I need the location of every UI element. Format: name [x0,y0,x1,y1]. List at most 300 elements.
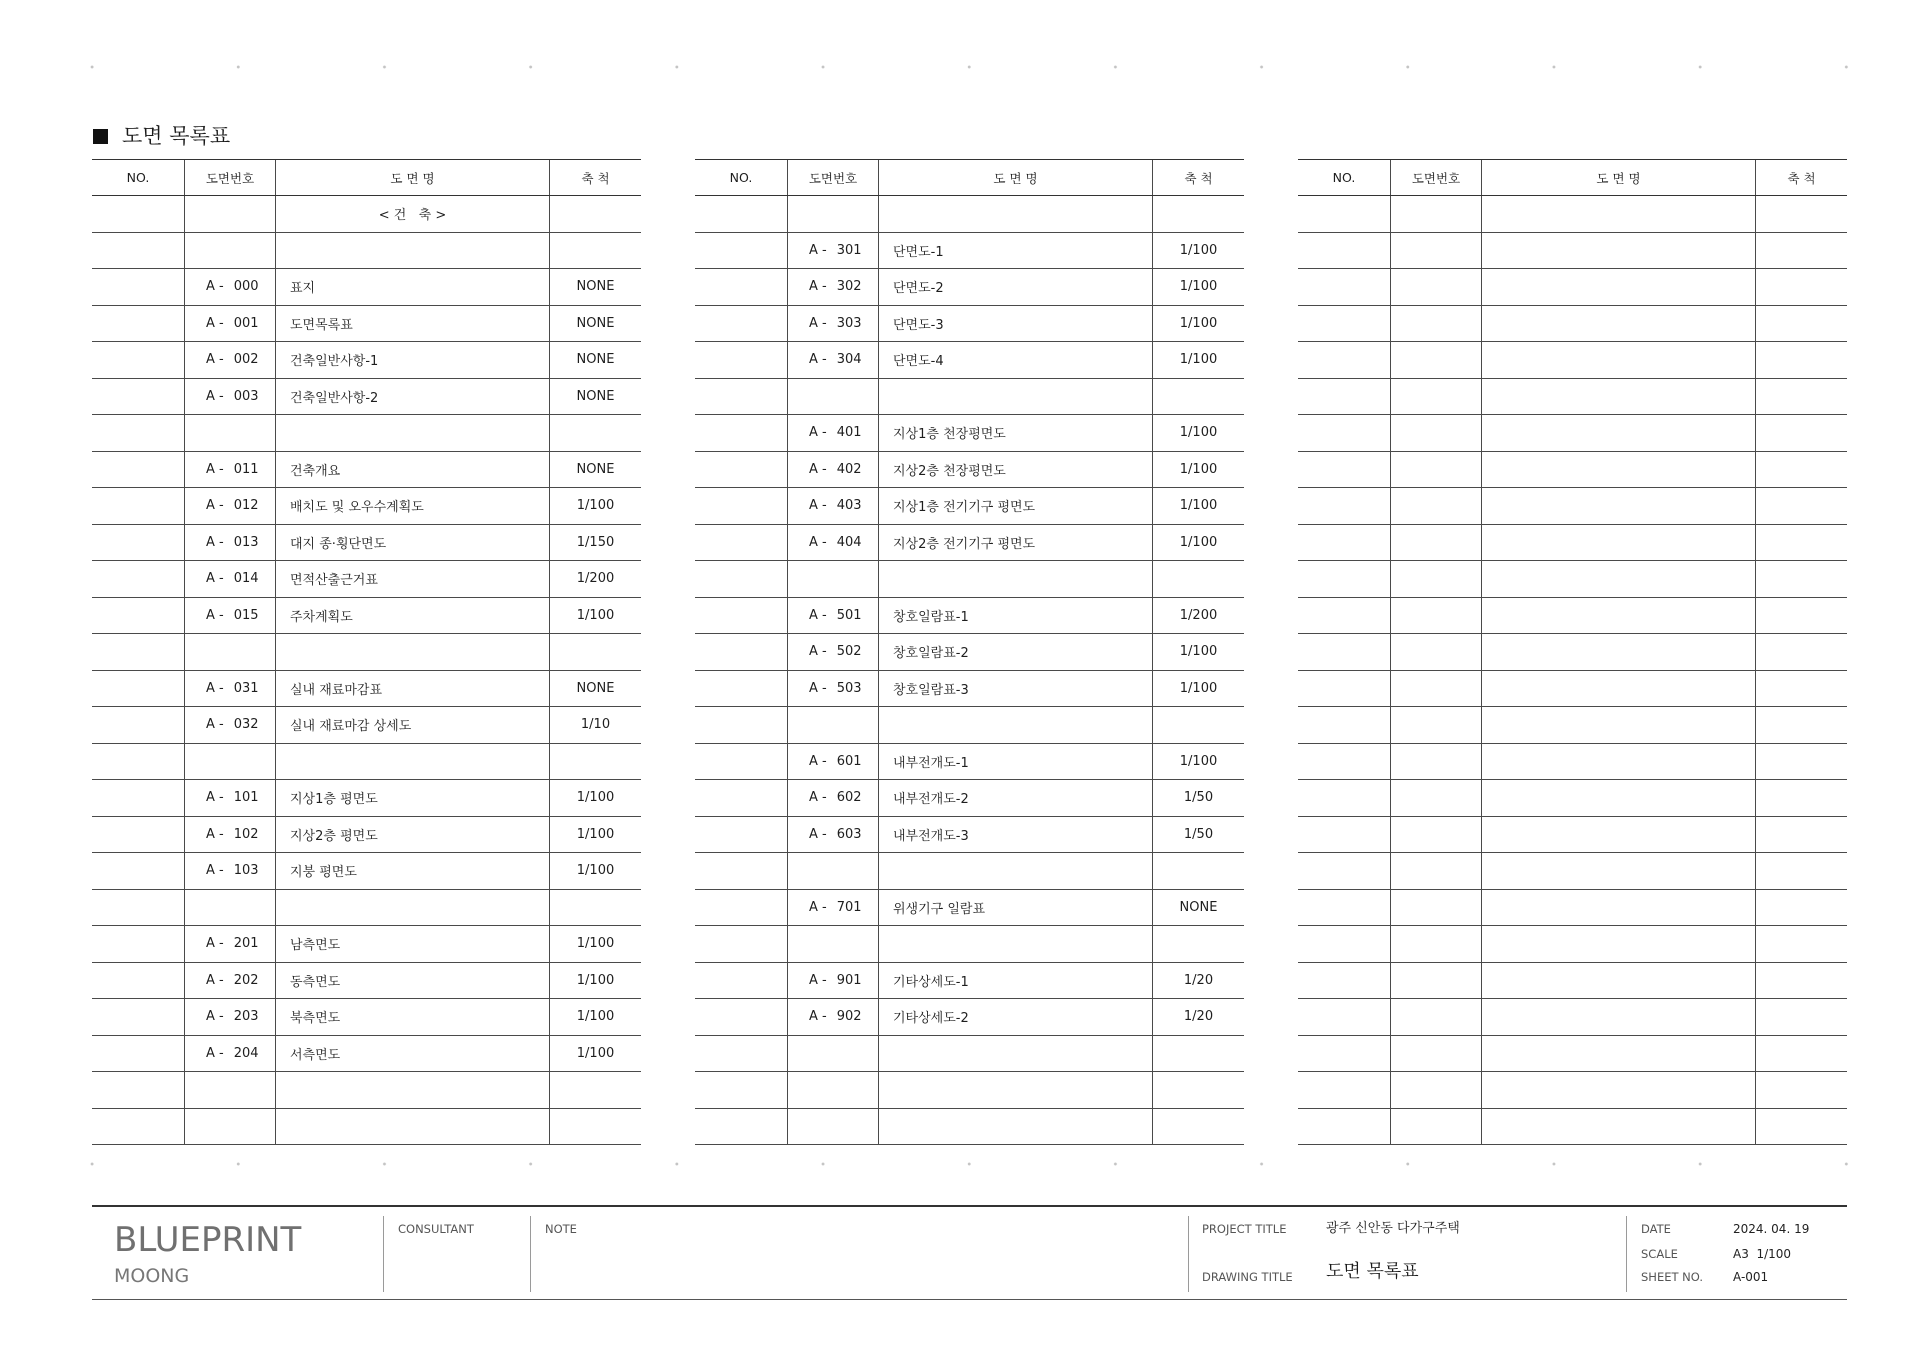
table-cell-no [695,926,787,962]
table-cell-code [787,1036,878,1072]
table-cell-name [878,1072,1152,1108]
table-row [695,853,1244,890]
table-cell-name: 대지 종·횡단면도 [275,525,549,561]
drawing-code-number: 013 [233,534,259,550]
table-cell-scale: 1/100 [1152,744,1244,780]
table-cell-no [1298,415,1390,451]
drawing-code-prefix: A - [206,498,224,514]
table-cell-no [92,561,184,597]
table-cell-no [695,306,787,342]
table-row [695,671,1244,708]
table-cell-name [1481,415,1755,451]
table-row [92,379,641,416]
scale-label: SCALE [1641,1247,1678,1261]
table-row [1298,634,1847,671]
table-cell-scale [1755,269,1847,305]
table-row [1298,525,1847,562]
table-cell-no [92,598,184,634]
drawing-code-prefix: A - [206,972,224,988]
drawing-code-number: 901 [836,972,862,988]
table-cell-scale: 1/100 [549,999,641,1035]
table-row [1298,744,1847,781]
table-cell-scale [1755,379,1847,415]
table-cell-no [1298,342,1390,378]
table-header-no: NO. [1332,170,1356,185]
drawing-code-number: 601 [836,753,862,769]
note-label: NOTE [545,1222,577,1236]
drawing-code-prefix: A - [809,534,827,550]
table-cell-name [275,1109,549,1145]
drawing-code-number: 602 [836,790,862,806]
table-cell-no [695,342,787,378]
table-cell-name [1481,598,1755,634]
table-row [695,233,1244,270]
table-cell-code [184,1072,275,1108]
table-cell-code [787,342,878,378]
drawing-code-prefix: A - [809,607,827,623]
table-cell-no [695,817,787,853]
table-cell-code [184,488,275,524]
table-cell-scale: 1/100 [1152,415,1244,451]
table-cell-scale [1755,452,1847,488]
table-cell-code [787,306,878,342]
drawing-code-number: 404 [836,534,862,550]
table-cell-code [787,707,878,743]
drawing-list-table-3 [1298,159,1847,1145]
table-row [695,780,1244,817]
table-cell-scale: NONE [549,671,641,707]
table-cell-name [1481,963,1755,999]
table-cell-no [695,233,787,269]
table-row [92,598,641,635]
table-cell-code [1390,707,1481,743]
table-cell-scale: 1/100 [1152,233,1244,269]
table-cell-no [695,671,787,707]
table-cell-code [787,890,878,926]
drawing-code-prefix: A - [206,1045,224,1061]
table-cell-no [1298,999,1390,1035]
drawing-code-number: 403 [836,498,862,514]
table-cell-scale [549,196,641,232]
table-header-no: NO. [729,170,753,185]
table-cell-scale: 1/10 [549,707,641,743]
table-cell-code [787,196,878,232]
table-cell-scale [549,1109,641,1145]
table-row [92,707,641,744]
table-row [92,890,641,927]
drawing-code-prefix: A - [809,644,827,660]
drawing-code-number: 201 [233,936,259,952]
drawing-code-number: 304 [836,352,862,368]
table-cell-code [1390,926,1481,962]
table-cell-scale [1755,342,1847,378]
table-cell-name: 지상2층 전기기구 평면도 [878,525,1152,561]
table-row [1298,1036,1847,1073]
table-cell-no [695,196,787,232]
drawing-code-prefix: A - [809,680,827,696]
drawing-title-value: 도면 목록표 [1326,1261,1419,1282]
table-cell-code [184,853,275,889]
drawing-code-prefix: A - [206,571,224,587]
table-cell-no [92,306,184,342]
table-cell-code [787,926,878,962]
table-header-name: 도 면 명 [878,160,1152,195]
table-cell-no [92,488,184,524]
drawing-code-prefix: A - [206,863,224,879]
table-cell-code [787,817,878,853]
table-cell-code [1390,306,1481,342]
table-header-code: 도면번호 [787,160,878,195]
drawing-code-number: 001 [233,315,259,331]
table-cell-scale [1755,999,1847,1035]
title-block-bottom-rule [92,1299,1847,1300]
table-cell-scale: 1/20 [1152,963,1244,999]
table-cell-name [1481,233,1755,269]
table-cell-code [787,634,878,670]
table-cell-name: 기타상세도-1 [878,963,1152,999]
table-row [92,525,641,562]
table-cell-code [1390,233,1481,269]
table-cell-scale: 1/100 [1152,525,1244,561]
table-cell-code [184,598,275,634]
table-cell-name: 건축개요 [275,452,549,488]
table-cell-no [1298,379,1390,415]
table-cell-no [1298,306,1390,342]
table-row [92,1109,641,1146]
table-cell-code [184,415,275,451]
drawing-code-prefix: A - [809,972,827,988]
table-cell-no [92,671,184,707]
table-cell-code [1390,415,1481,451]
table-cell-code [787,488,878,524]
table-cell-code [184,634,275,670]
table-cell-scale: 1/100 [1152,306,1244,342]
drawing-code-number: 203 [233,1009,259,1025]
table-cell-no [92,1072,184,1108]
table-cell-name: 내부전개도-3 [878,817,1152,853]
table-row [1298,890,1847,927]
drawing-code-prefix: A - [206,607,224,623]
table-cell-scale: NONE [549,379,641,415]
table-cell-name [878,561,1152,597]
table-cell-code [1390,488,1481,524]
table-cell-name [1481,452,1755,488]
table-cell-code [1390,634,1481,670]
table-cell-name: 지상2층 평면도 [275,817,549,853]
drawing-code-number: 603 [836,826,862,842]
drawing-code-number: 014 [233,571,259,587]
table-cell-scale: 1/100 [549,780,641,816]
table-cell-no [695,561,787,597]
table-cell-scale [549,1072,641,1108]
table-row [1298,196,1847,233]
table-cell-name [275,634,549,670]
table-cell-name [1481,926,1755,962]
table-row [1298,452,1847,489]
table-cell-scale [1755,233,1847,269]
drawing-code-prefix: A - [809,1009,827,1025]
table-cell-no [1298,561,1390,597]
table-cell-code [1390,1072,1481,1108]
table-row [92,926,641,963]
table-cell-no [1298,671,1390,707]
drawing-code-number: 011 [233,461,259,477]
table-cell-scale [1152,926,1244,962]
table-row [1298,780,1847,817]
table-cell-code [787,233,878,269]
table-cell-scale [1755,196,1847,232]
drawing-code-number: 402 [836,461,862,477]
table-row [1298,379,1847,416]
drawing-code-prefix: A - [809,753,827,769]
table-row [92,306,641,343]
table-cell-name [1481,780,1755,816]
drawing-title-label: DRAWING TITLE [1202,1270,1293,1284]
table-cell-code [1390,196,1481,232]
table-cell-scale [549,415,641,451]
table-cell-no [92,853,184,889]
table-cell-scale: NONE [1152,890,1244,926]
drawing-code-number: 031 [233,680,259,696]
table-cell-no [695,853,787,889]
grid-mark-row-bottom [19,1162,1920,1166]
table-cell-code [787,1109,878,1145]
table-cell-scale [1755,853,1847,889]
table-row [1298,598,1847,635]
table-cell-name [275,233,549,269]
table-row [92,1072,641,1109]
table-cell-scale [549,744,641,780]
drawing-code-number: 204 [233,1045,259,1061]
table-cell-code [1390,744,1481,780]
table-row [1298,999,1847,1036]
table-cell-name [275,415,549,451]
drawing-code-prefix: A - [206,279,224,295]
table-cell-name [275,744,549,780]
table-row [1298,269,1847,306]
table-cell-name: 지상1층 천장평면도 [878,415,1152,451]
drawing-code-number: 302 [836,279,862,295]
table-cell-no [1298,452,1390,488]
table-cell-code [184,1036,275,1072]
table-row [695,306,1244,343]
table-cell-name: 배치도 및 오우수계획도 [275,488,549,524]
table-cell-no [1298,890,1390,926]
table-cell-code [787,598,878,634]
table-cell-name [878,707,1152,743]
drawing-code-prefix: A - [206,826,224,842]
table-cell-name: 내부전개도-1 [878,744,1152,780]
table-cell-scale [1755,780,1847,816]
table-cell-no [92,379,184,415]
table-cell-name: 내부전개도-2 [878,780,1152,816]
table-cell-no [1298,707,1390,743]
date-value: 2024. 04. 19 [1733,1222,1810,1236]
table-cell-no [92,1036,184,1072]
table-cell-no [1298,817,1390,853]
table-cell-name: 표지 [275,269,549,305]
table-cell-no [695,1109,787,1145]
table-row [695,598,1244,635]
table-cell-scale [1152,1109,1244,1145]
table-cell-code [1390,853,1481,889]
table-cell-scale [1755,817,1847,853]
table-row [1298,1072,1847,1109]
drawing-code-prefix: A - [809,279,827,295]
table-row [1298,306,1847,343]
table-cell-code [184,817,275,853]
table-cell-name [1481,890,1755,926]
table-cell-scale [549,233,641,269]
table-cell-scale [1755,598,1847,634]
table-cell-scale [1755,634,1847,670]
table-header-scale: 축 척 [1152,160,1244,195]
table-header-scale: 축 척 [549,160,641,195]
table-cell-scale [1755,1036,1847,1072]
table-cell-code [184,707,275,743]
table-cell-scale [1152,853,1244,889]
drawing-code-prefix: A - [809,425,827,441]
table-cell-scale [1152,707,1244,743]
drawing-code-prefix: A - [206,936,224,952]
table-cell-name: 단면도-2 [878,269,1152,305]
table-cell-name [1481,525,1755,561]
table-row [695,634,1244,671]
table-cell-no [1298,926,1390,962]
table-cell-no [695,634,787,670]
table-cell-no [695,707,787,743]
table-cell-scale [1152,1036,1244,1072]
table-row [92,452,641,489]
table-cell-code [184,196,275,232]
table-cell-name: 지붕 평면도 [275,853,549,889]
sheet-heading [93,123,230,149]
table-cell-no [1298,196,1390,232]
table-header-code: 도면번호 [184,160,275,195]
table-cell-code [184,269,275,305]
table-cell-scale: NONE [549,269,641,305]
table-cell-code [787,671,878,707]
project-title-value: 광주 신안동 다가구주택 [1326,1221,1460,1236]
table-cell-name [1481,379,1755,415]
table-cell-name [878,1109,1152,1145]
table-cell-scale: 1/100 [1152,634,1244,670]
table-row [92,561,641,598]
scale-value: A3 1/100 [1733,1247,1792,1261]
table-cell-scale: 1/100 [1152,342,1244,378]
table-cell-code [787,452,878,488]
drawing-code-prefix: A - [809,315,827,331]
table-row [695,525,1244,562]
table-row [1298,817,1847,854]
drawing-code-prefix: A - [809,498,827,514]
table-cell-code [184,780,275,816]
drawing-code-number: 000 [233,279,259,295]
table-cell-code [1390,963,1481,999]
table-row [92,269,641,306]
table-row [695,744,1244,781]
table-row [1298,342,1847,379]
table-row [695,926,1244,963]
table-cell-scale [1755,1072,1847,1108]
table-cell-name: 실내 재료마감 상세도 [275,707,549,743]
title-block-divider [530,1216,531,1292]
drawing-code-prefix: A - [206,315,224,331]
drawing-code-prefix: A - [809,826,827,842]
table-cell-code [1390,342,1481,378]
table-cell-scale [1755,561,1847,597]
table-cell-name: 위생기구 일람표 [878,890,1152,926]
table-cell-code [787,780,878,816]
table-cell-code [184,963,275,999]
table-cell-no [1298,853,1390,889]
table-cell-name: 단면도-1 [878,233,1152,269]
table-header-no: NO. [126,170,150,185]
table-row [92,817,641,854]
table-cell-scale: 1/100 [549,598,641,634]
table-cell-name: 북측면도 [275,999,549,1035]
table-row [695,269,1244,306]
table-cell-code [1390,780,1481,816]
table-cell-scale: 1/100 [549,926,641,962]
table-cell-name: 면적산출근거표 [275,561,549,597]
table-cell-no [695,744,787,780]
table-cell-no [695,1072,787,1108]
table-row [1298,671,1847,708]
table-cell-no [92,634,184,670]
drawing-code-prefix: A - [206,352,224,368]
table-cell-name: 단면도-3 [878,306,1152,342]
table-cell-name [1481,744,1755,780]
table-cell-no [695,488,787,524]
drawing-list-table-2 [695,159,1244,1145]
table-cell-name [275,1072,549,1108]
table-row [695,963,1244,1000]
table-cell-code [787,853,878,889]
table-cell-name [1481,488,1755,524]
table-row [695,999,1244,1036]
table-cell-code [787,525,878,561]
table-cell-name: 기타상세도-2 [878,999,1152,1035]
drawing-code-prefix: A - [809,242,827,258]
table-cell-no [1298,963,1390,999]
table-cell-no [695,963,787,999]
table-cell-code [1390,1036,1481,1072]
table-cell-scale [1755,488,1847,524]
table-cell-name [1481,306,1755,342]
table-cell-scale [1152,196,1244,232]
table-cell-no [92,890,184,926]
title-block-divider [1626,1216,1627,1292]
table-row [695,707,1244,744]
table-cell-scale: 1/50 [1152,780,1244,816]
table-row [92,233,641,270]
drawing-code-number: 501 [836,607,862,623]
table-cell-scale: 1/150 [549,525,641,561]
table-cell-no [1298,1036,1390,1072]
table-row [1298,561,1847,598]
sheet-number-value: A-001 [1733,1270,1769,1284]
title-block-top-rule [92,1205,1847,1207]
table-cell-no [695,525,787,561]
table-cell-name: 지상1층 전기기구 평면도 [878,488,1152,524]
table-cell-name [1481,342,1755,378]
table-cell-scale [549,634,641,670]
table-cell-code [787,999,878,1035]
table-cell-name [1481,561,1755,597]
table-row [695,1072,1244,1109]
table-cell-no [695,780,787,816]
